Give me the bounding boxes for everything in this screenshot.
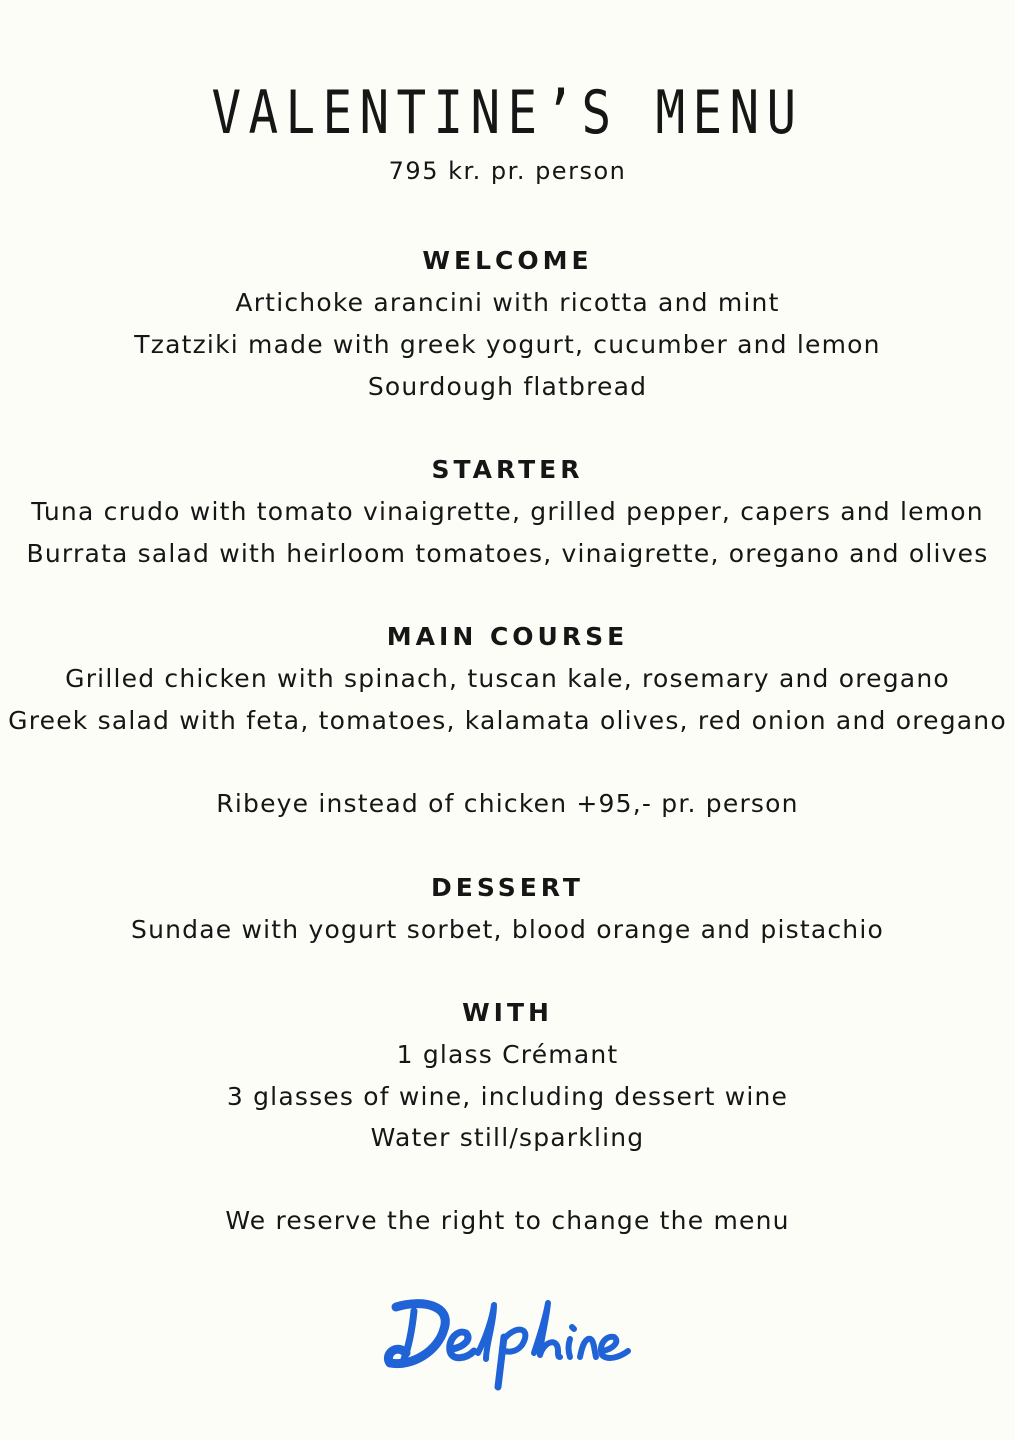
with-item-1: 1 glass Crémant bbox=[396, 1040, 619, 1069]
main-item-1: Grilled chicken with spinach, tuscan kale, rosemary and oregano bbox=[65, 664, 950, 693]
disclaimer: We reserve the right to change the menu bbox=[225, 1206, 790, 1235]
main-item-2: Greek salad with feta, tomatoes, kalamata olives, red onion and oregano bbox=[8, 706, 1007, 735]
section-heading-with: WITH bbox=[462, 998, 553, 1027]
main-course-note: Ribeye instead of chicken +95,- pr. person bbox=[216, 789, 799, 818]
dessert-item-1: Sundae with yogurt sorbet, blood orange and pistachio bbox=[131, 915, 884, 944]
section-heading-main-course: MAIN COURSE bbox=[386, 622, 629, 651]
section-heading-starter: STARTER bbox=[431, 455, 584, 484]
section-heading-dessert: DESSERT bbox=[431, 873, 584, 902]
welcome-item-1: Artichoke arancini with ricotta and mint bbox=[235, 288, 780, 317]
menu-title: VALENTINE’S MENU bbox=[211, 78, 804, 148]
menu-price: 795 kr. pr. person bbox=[388, 157, 627, 185]
with-item-2: 3 glasses of wine, including dessert wine bbox=[226, 1082, 789, 1111]
starter-item-2: Burrata salad with heirloom tomatoes, vinaigrette, oregano and olives bbox=[26, 539, 989, 568]
starter-item-1: Tuna crudo with tomato vinaigrette, grilled pepper, capers and lemon bbox=[31, 497, 984, 526]
section-heading-welcome: WELCOME bbox=[422, 246, 593, 275]
with-item-3: Water still/sparkling bbox=[370, 1123, 645, 1152]
welcome-item-3: Sourdough flatbread bbox=[367, 372, 648, 401]
delphine-logo bbox=[382, 1293, 634, 1393]
welcome-item-2: Tzatziki made with greek yogurt, cucumber and lemon bbox=[134, 330, 881, 359]
